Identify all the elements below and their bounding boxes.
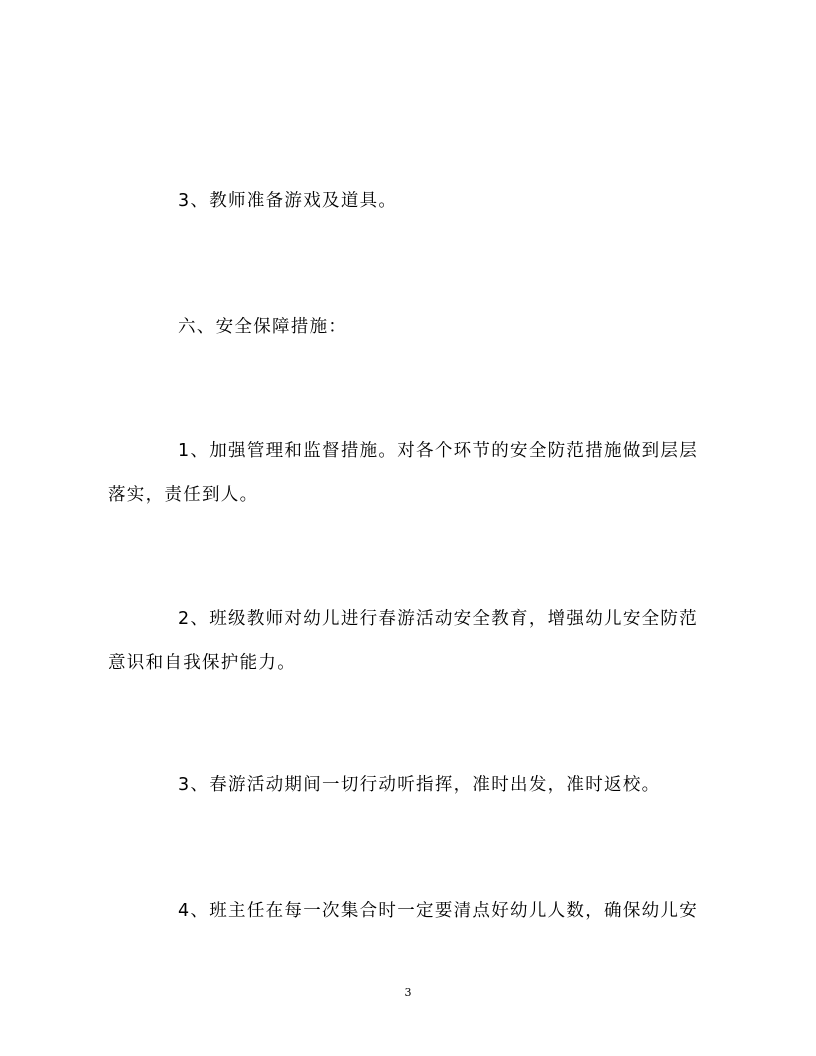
paragraph-headcount-check: 4、班主任在每一次集合时一定要清点好幼儿人数，确保幼儿安 xyxy=(178,901,699,921)
page-number: 3 xyxy=(404,986,412,999)
paragraph-teacher-prepare-games: 3、教师准备游戏及道具。 xyxy=(178,191,398,211)
paragraph-safety-education: 2、班级教师对幼儿进行春游活动安全教育，增强幼儿安全防范意识和自我保护能力。 xyxy=(108,609,699,673)
paragraph-follow-commands: 3、春游活动期间一切行动听指挥，准时出发，准时返校。 xyxy=(178,775,661,795)
paragraph-strengthen-management: 1、加强管理和监督措施。对各个环节的安全防范措施做到层层落实，责任到人。 xyxy=(108,441,699,505)
section-heading-safety-measures: 六、安全保障措施： xyxy=(178,317,348,337)
